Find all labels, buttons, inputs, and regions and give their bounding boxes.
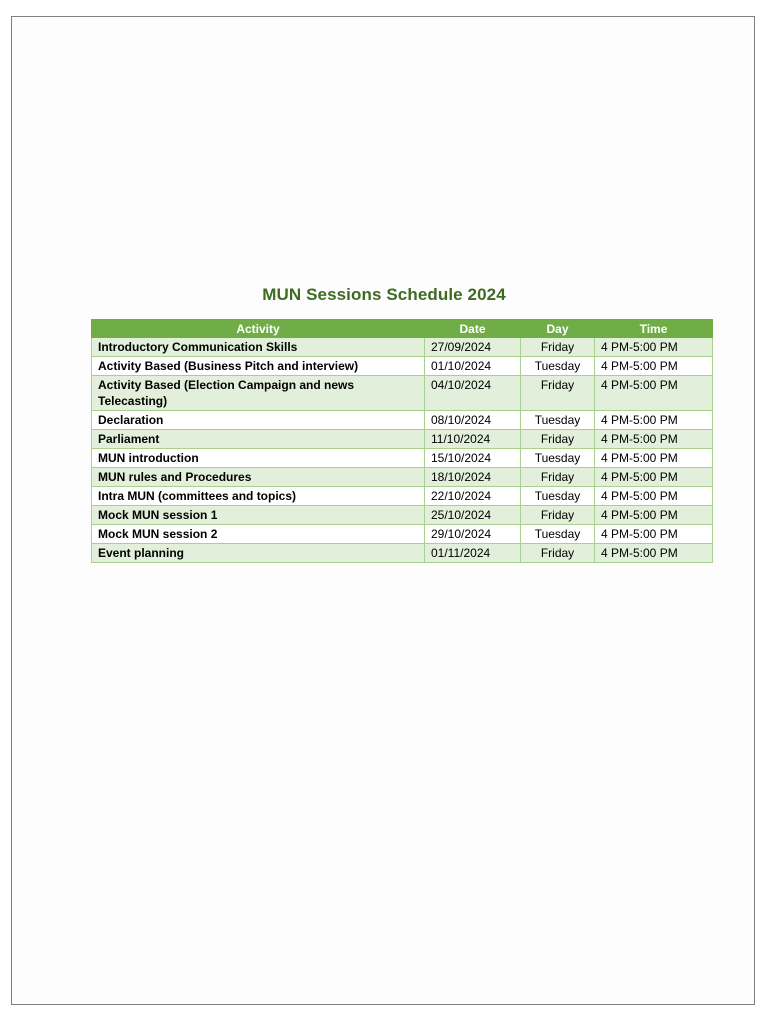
cell-activity: Introductory Communication Skills [92,338,425,357]
cell-activity: Parliament [92,430,425,449]
column-header-time: Time [595,320,713,338]
cell-time: 4 PM-5:00 PM [595,506,713,525]
cell-time: 4 PM-5:00 PM [595,357,713,376]
cell-day: Friday [521,544,595,563]
cell-activity: Activity Based (Business Pitch and interview) [92,357,425,376]
cell-day: Friday [521,430,595,449]
column-header-day: Day [521,320,595,338]
cell-day: Tuesday [521,487,595,506]
cell-activity: Intra MUN (committees and topics) [92,487,425,506]
table-row [92,487,713,506]
cell-time: 4 PM-5:00 PM [595,376,713,411]
table-row [92,506,713,525]
table-row [92,338,713,357]
cell-time: 4 PM-5:00 PM [595,487,713,506]
column-header-activity: Activity [92,320,425,338]
cell-activity: Mock MUN session 2 [92,525,425,544]
cell-activity: MUN introduction [92,449,425,468]
cell-date: 11/10/2024 [425,430,521,449]
table-row [92,468,713,487]
cell-time: 4 PM-5:00 PM [595,430,713,449]
cell-day: Friday [521,468,595,487]
cell-day: Tuesday [521,449,595,468]
cell-day: Friday [521,338,595,357]
document-title: MUN Sessions Schedule 2024 [262,285,506,304]
cell-date: 01/11/2024 [425,544,521,563]
cell-date: 15/10/2024 [425,449,521,468]
table-row [92,544,713,563]
table-row [92,525,713,544]
column-header-date: Date [425,320,521,338]
cell-time: 4 PM-5:00 PM [595,449,713,468]
table-row [92,430,713,449]
cell-date: 08/10/2024 [425,411,521,430]
table-row [92,411,713,430]
cell-day: Tuesday [521,411,595,430]
cell-activity: Declaration [92,411,425,430]
cell-activity: Event planning [92,544,425,563]
cell-activity: Activity Based (Election Campaign and news Telecasting) [92,376,425,411]
cell-date: 25/10/2024 [425,506,521,525]
cell-time: 4 PM-5:00 PM [595,525,713,544]
cell-day: Friday [521,506,595,525]
cell-date: 18/10/2024 [425,468,521,487]
cell-date: 01/10/2024 [425,357,521,376]
table-row [92,449,713,468]
document-page [11,16,755,1005]
cell-date: 04/10/2024 [425,376,521,411]
table-header-row [92,320,713,338]
cell-date: 27/09/2024 [425,338,521,357]
cell-time: 4 PM-5:00 PM [595,544,713,563]
cell-day: Friday [521,376,595,411]
cell-time: 4 PM-5:00 PM [595,338,713,357]
cell-activity: Mock MUN session 1 [92,506,425,525]
cell-day: Tuesday [521,525,595,544]
cell-day: Tuesday [521,357,595,376]
table-row [92,376,713,411]
cell-time: 4 PM-5:00 PM [595,411,713,430]
cell-date: 29/10/2024 [425,525,521,544]
cell-date: 22/10/2024 [425,487,521,506]
cell-time: 4 PM-5:00 PM [595,468,713,487]
cell-activity: MUN rules and Procedures [92,468,425,487]
schedule-table [91,319,713,563]
table-row [92,357,713,376]
